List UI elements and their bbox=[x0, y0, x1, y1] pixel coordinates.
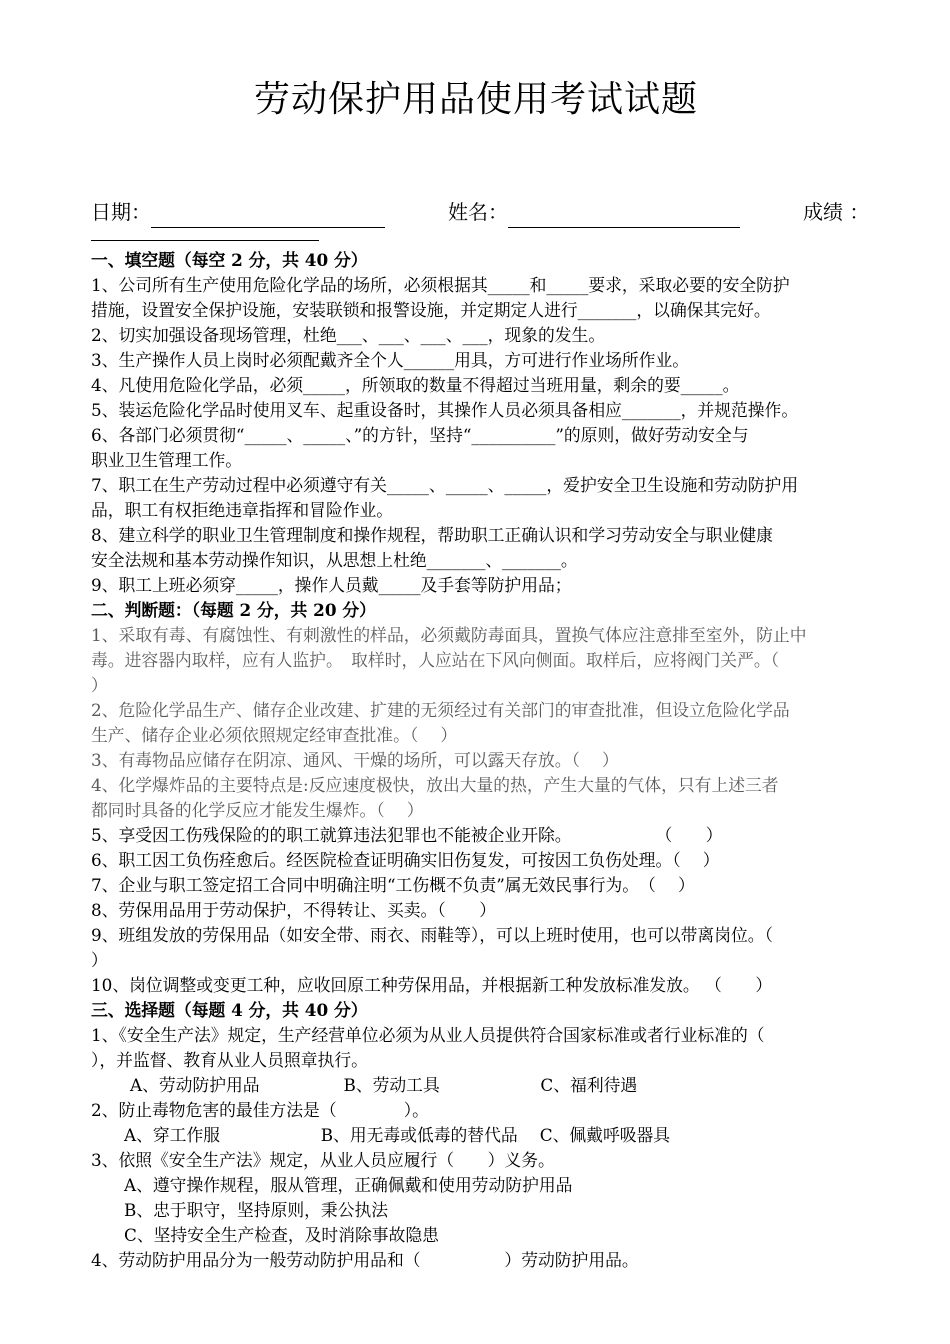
fill-line: 3、生产操作人员上岗时必须配戴齐全个人______用具，方可进行作业场所作业。 bbox=[91, 350, 690, 370]
exam-body bbox=[91, 248, 861, 1273]
fill-line: 4、凡使用危险化学品，必须_____，所领取的数量不得超过当班用量，剩余的要_____。 bbox=[91, 375, 740, 395]
fill-line: 8、建立科学的职业卫生管理制度和操作规程，帮助职工正确认识和学习劳动安全与职业健康 bbox=[91, 525, 773, 545]
judge-line: 5、享受因工伤残保险的的职工就算违法犯罪也不能被企业开除。 （ ） bbox=[91, 825, 723, 845]
section-heading-fill: 一、填空题（每空 2 分，共 40 分） bbox=[91, 250, 368, 270]
fill-line: 9、职工上班必须穿_____，操作人员戴_____及手套等防护用品； bbox=[91, 575, 572, 595]
name-field bbox=[448, 196, 740, 228]
choice-question-1-cont: ），并监督、教育从业人员照章执行。 bbox=[91, 1050, 368, 1070]
fill-line: 安全法规和基本劳动操作知识，从思想上杜绝_______、_______。 bbox=[91, 550, 578, 570]
choice-question-3: 3、依照《安全生产法》规定，从业人员应履行（ ）义务。 bbox=[91, 1150, 555, 1170]
judge-line: 1、采取有毒、有腐蚀性、有刺激性的样品，必须戴防毒面具，置换气体应注意排至室外，防止中 bbox=[91, 625, 807, 645]
fill-line: 1、公司所有生产使用危险化学品的场所，必须根据其_____和_____要求，采取必要的安全防护 bbox=[91, 275, 790, 295]
date-label: 日期： bbox=[91, 200, 151, 224]
fill-line: 7、职工在生产劳动过程中必须遵守有关_____、_____、_____，爱护安全卫生设施和劳动防护用 bbox=[91, 475, 799, 495]
fill-line: 品，职工有权拒绝违章指挥和冒险作业。 bbox=[91, 500, 394, 520]
judge-line: 毒。进容器内取样，应有人监护。 取样时，人应站在下风向侧面。取样后，应将阀门关严。（ bbox=[91, 650, 780, 670]
score-blank[interactable] bbox=[91, 240, 319, 241]
judge-line: ） bbox=[91, 950, 108, 970]
judge-line: 2、危险化学品生产、储存企业改建、扩建的无须经过有关部门的审查批准，但设立危险化学品 bbox=[91, 700, 790, 720]
choice-option-3b: B、忠于职守，坚持原则，秉公执法 bbox=[124, 1200, 389, 1220]
judge-line: 4、化学爆炸品的主要特点是:反应速度极快，放出大量的热，产生大量的气体，只有上述三者 bbox=[91, 775, 779, 795]
choice-question-4: 4、劳动防护用品分为一般劳动防护用品和（ ）劳动防护用品。 bbox=[91, 1250, 639, 1270]
exam-title: 劳动保护用品使用考试试题 bbox=[253, 79, 698, 120]
judge-line: 3、有毒物品应储存在阴凉、通风、干燥的场所，可以露天存放。（ ） bbox=[91, 750, 619, 770]
date-blank[interactable] bbox=[151, 203, 385, 228]
judge-line: 生产、储存企业必须依照规定经审查批准。（ ） bbox=[91, 725, 458, 745]
choice-option-3a: A、遵守操作规程，服从管理，正确佩戴和使用劳动防护用品 bbox=[124, 1175, 573, 1195]
choice-options-2: A、穿工作服 B、用无毒或低毒的替代品 C、佩戴呼吸器具 bbox=[124, 1125, 671, 1145]
judge-line: ） bbox=[91, 675, 108, 695]
judge-line: 10、岗位调整或变更工种，应收回原工种劳保用品，并根据新工种发放标准发放。 （ ） bbox=[91, 975, 773, 995]
choice-options-1: A、劳动防护用品 B、劳动工具 C、福利待遇 bbox=[130, 1075, 638, 1095]
choice-option-3c: C、坚持安全生产检查，及时消除事故隐患 bbox=[124, 1225, 439, 1245]
judge-line: 8、劳保用品用于劳动保护，不得转让、买卖。（ ） bbox=[91, 900, 497, 920]
judge-line: 都同时具备的化学反应才能发生爆炸。（ ） bbox=[91, 800, 424, 820]
fill-line: 5、装运危险化学品时使用叉车、起重设备时，其操作人员必须具备相应_______，并规范操作。 bbox=[91, 400, 799, 420]
judge-line: 9、班组发放的劳保用品（如安全带、雨衣、雨鞋等），可以上班时使用，也可以带离岗位。（ bbox=[91, 925, 773, 945]
choice-question-2: 2、防止毒物危害的最佳方法是（ ）。 bbox=[91, 1100, 429, 1120]
judge-line: 7、企业与职工签定招工合同中明确注明“工伤概不负责”属无效民事行为。 （ ） bbox=[91, 875, 695, 895]
section-heading-judge: 二、判断题：（每题 2 分，共 20 分） bbox=[91, 600, 376, 620]
score-field bbox=[803, 196, 869, 228]
name-blank[interactable] bbox=[508, 203, 740, 228]
fill-line: 职业卫生管理工作。 bbox=[91, 450, 243, 470]
name-label: 姓名： bbox=[448, 200, 508, 224]
choice-question-1: 1、《安全生产法》规定，生产经营单位必须为从业人员提供符合国家标准或者行业标准的（ bbox=[91, 1025, 765, 1045]
judge-line: 6、职工因工负伤痊愈后。经医院检查证明确实旧伤复发，可按因工负伤处理。（ ） bbox=[91, 850, 720, 870]
score-label: 成绩 ： bbox=[803, 200, 870, 224]
header-fields bbox=[91, 196, 870, 256]
section-heading-choice: 三、选择题（每题 4 分，共 40 分） bbox=[91, 1000, 368, 1020]
fill-line: 6、各部门必须贯彻“_____、_____、”的方针，坚持“__________”的原则，做好劳动安全与 bbox=[91, 425, 749, 445]
fill-line: 2、切实加强设备现场管理，杜绝___、___、___、___，现象的发生。 bbox=[91, 325, 606, 345]
date-field bbox=[91, 196, 385, 228]
fill-line: 措施，设置安全保护设施，安装联锁和报警设施，并定期定人进行_______，以确保其完好。 bbox=[91, 300, 771, 320]
